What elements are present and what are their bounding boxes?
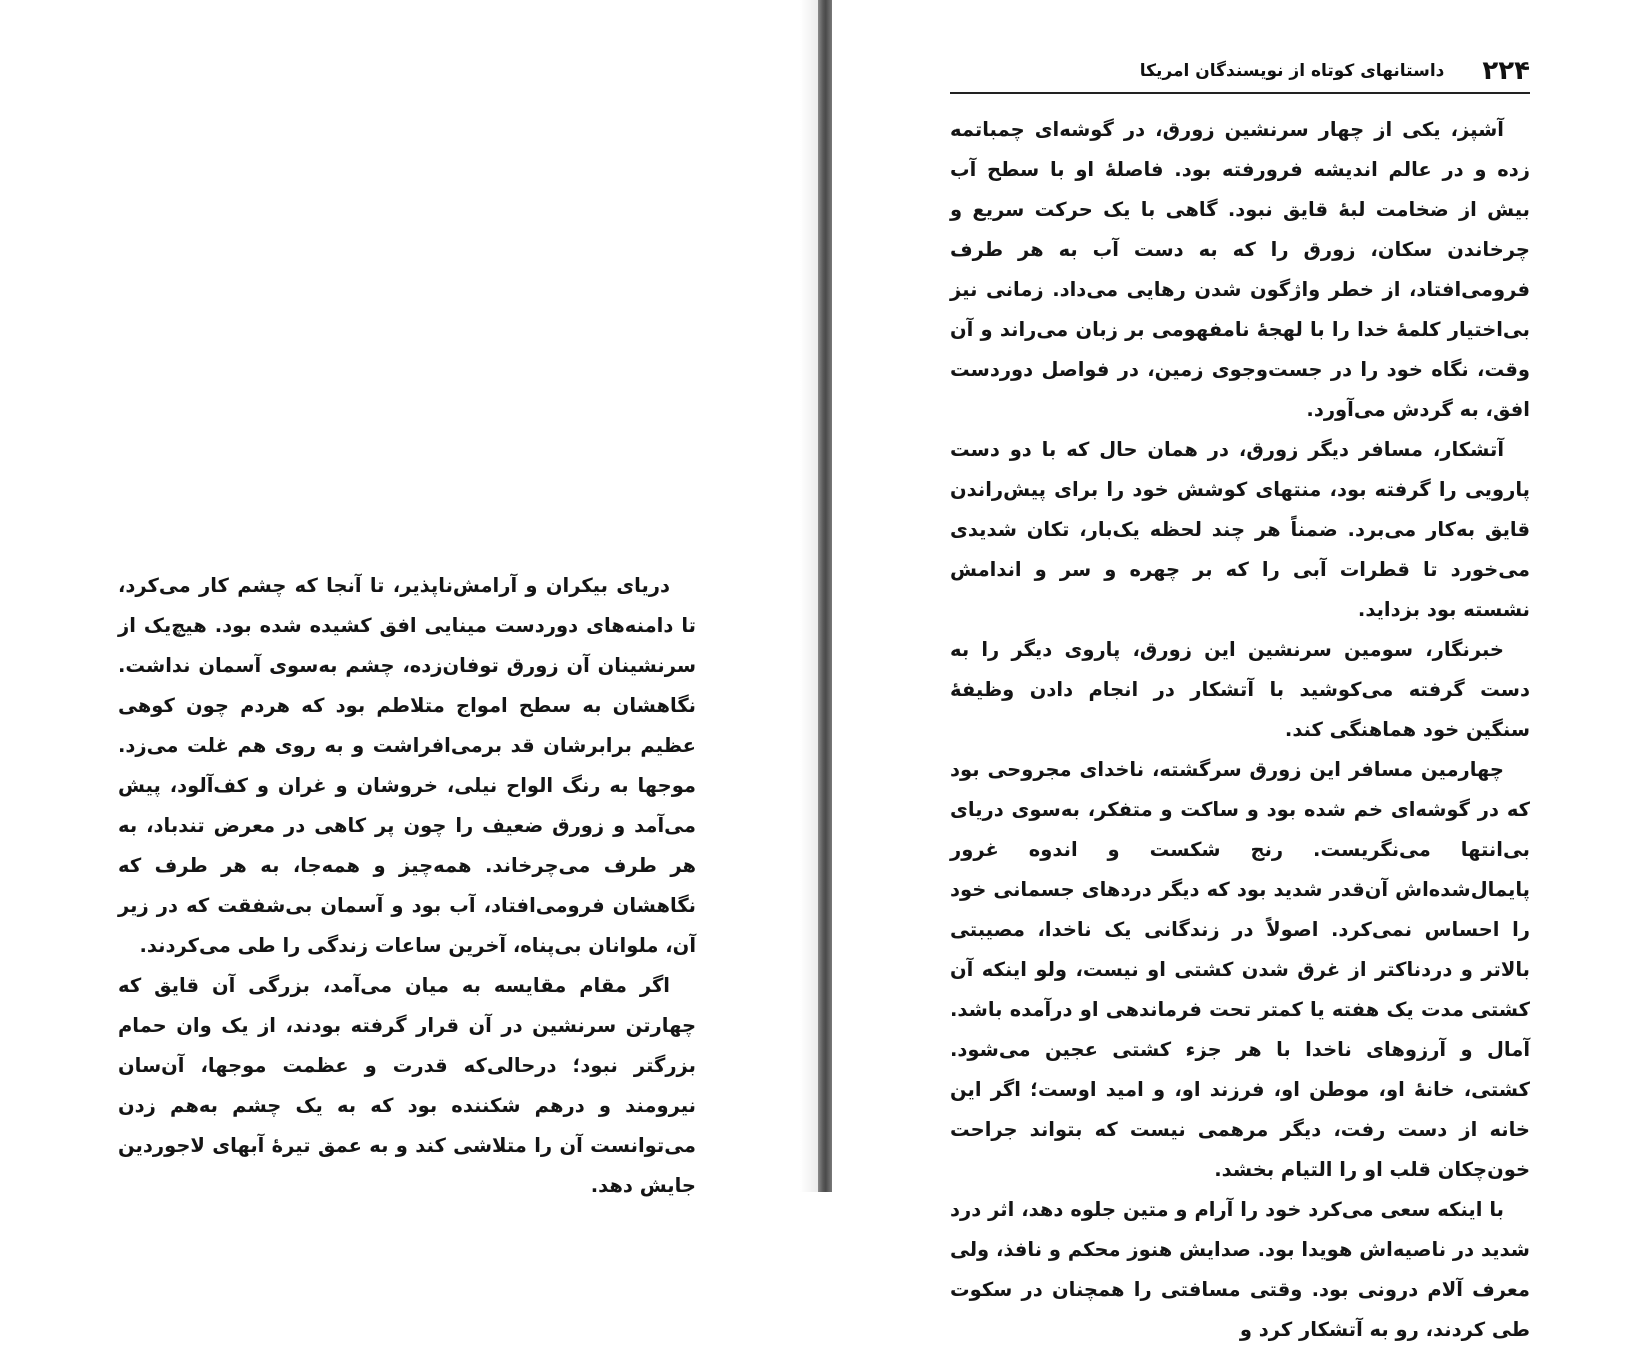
paragraph: آشپز، یکی از چهار سرنشین زورق، در گوشه‌ای چمباتمه زده و در عالم اندیشه فرورفته بود. فاصلهٔ او با سطح آب بیش از ضخامت لبهٔ قایق نبود. گاهی با یک حرکت سریع و چرخاندن سکان، زورق را که به دست آب به هر طرف فرومی‌افتاد، از خطر واژگون شدن رهایی می‌داد. زمانی نیز بی‌اختیار کلمهٔ خدا را با لهجهٔ نامفهومی بر زبان می‌راند و آن وقت، نگاه خود را در جست‌وجوی زمین، در فواصل دوردست افق، به گردش می‌آورد. xyxy=(950,118,1530,421)
header-rule xyxy=(950,92,1530,94)
paragraph: اگر مقام مقایسه به میان می‌آمد، بزرگی آن قایق که چهارتن سرنشین در آن قرار گرفته بودند، از یک وان حمام بزرگتر نبود؛ درحالی‌که قدرت و عظمت موجها، آن‌سان نیرومند و درهم شکننده بود که به یک چشم به‌هم زدن می‌توانست آن را متلاشی کند و به عمق تیرهٔ آبهای لاجوردین جایش دهد. xyxy=(118,974,696,1197)
paragraph: خبرنگار، سومین سرنشین این زورق، پاروی دیگر را به دست گرفته می‌کوشید با آتشکار در انجام دادن وظیفهٔ سنگین خود هماهنگی کند. xyxy=(950,638,1530,741)
paragraph: چهارمین مسافر این زورق سرگشته، ناخدای مجروحی بود که در گوشه‌ای خم شده بود و ساکت و متفکر، به‌سوی دریای بی‌انتها می‌نگریست. رنج شکست و اندوه غرور پایمال‌شده‌اش آن‌قدر شدید بود که دیگر دردهای جسمانی خود را احساس نمی‌کرد. اصولاً در زندگانی یک ناخدا، مصیبتی بالاتر و دردناکتر از غرق شدن کشتی او نیست، ولو اینکه آن کشتی مدت یک هفته یا کمتر تحت فرماندهی او درآمده باشد. آمال و آرزوهای ناخدا با هر جزء کشتی عجین می‌شود. کشتی، خانهٔ او، موطن او، فرزند او، و امید اوست؛ اگر این خانه از دست رفت، دیگر مرهمی نیست که بتواند جراحت خون‌چکان قلب او را التیام بخشد. xyxy=(950,758,1530,1181)
paragraph: دریای بیکران و آرامش‌ناپذیر، تا آنجا که چشم کار می‌کرد، تا دامنه‌های دوردست مینایی افق کشیده شده بود. هیچ‌یک از سرنشینان آن زورق توفان‌زده، چشم به‌سوی آسمان نداشت. نگاهشان به سطح امواج متلاطم بود که هردم چون کوهی عظیم برابرشان قد برمی‌افراشت و به روی هم غلت می‌زد. موجها به رنگ الواح نیلی، خروشان و غران و کف‌آلود، پیش می‌آمد و زورق ضعیف را چون پر کاهی در معرض تندباد، به هر طرف می‌چرخاند. همه‌چیز و همه‌جا، به هر طرف که نگاهشان فرومی‌افتاد، آب بود و آسمان بی‌شفقت که در زیر آن، ملوانان بی‌پناه، آخرین ساعات زندگی را طی می‌کردند. xyxy=(118,574,696,957)
left-page xyxy=(0,0,818,1197)
right-page xyxy=(832,0,1645,1341)
paragraph: با اینکه سعی می‌کرد خود را آرام و متین جلوه دهد، اثر درد شدید در ناصیه‌اش هویدا بود. صدایش هنوز محکم و نافذ، ولی معرف آلام درونی بود. وقتی مسافتی را همچنان در سکوت طی کردند، رو به آتشکار کرد و xyxy=(950,1198,1530,1341)
running-title: داستانهای کوتاه از نویسندگان امریکا xyxy=(1139,61,1445,81)
right-page-text xyxy=(950,110,1530,1350)
page-number: ۲۲۴ xyxy=(1482,56,1530,86)
gutter-shadow xyxy=(800,0,818,1192)
paragraph: آتشکار، مسافر دیگر زورق، در همان حال که با دو دست پارویی را گرفته بود، منتهای کوشش خود را برای پیش‌راندن قایق به‌کار می‌برد. ضمناً هر چند لحظه یک‌بار، تکان شدیدی می‌خورد تا قطرات آبی را که بر چهره و سر و اندامش نشسته بود بزداید. xyxy=(950,438,1530,621)
book-gutter xyxy=(818,0,832,1192)
left-page-text xyxy=(118,566,696,1206)
running-head xyxy=(950,50,1530,92)
